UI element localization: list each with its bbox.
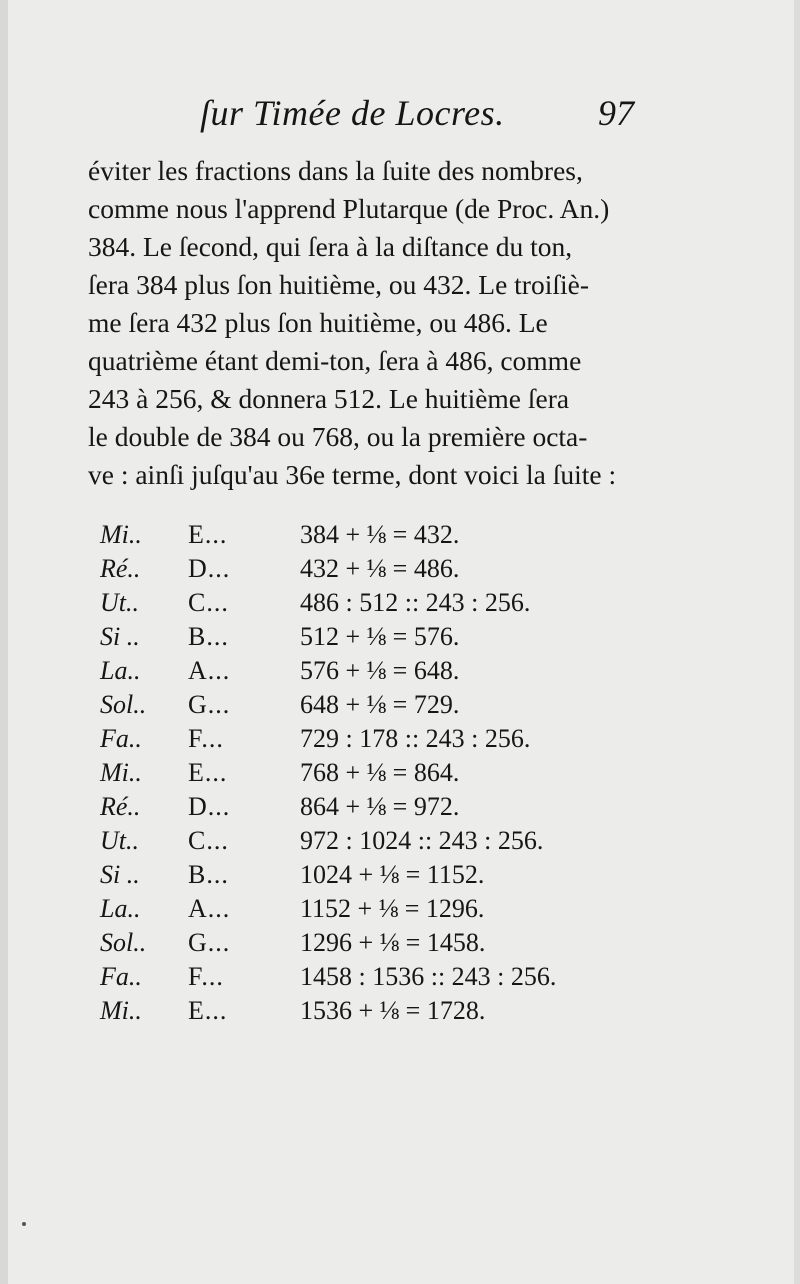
page-edge-left xyxy=(0,0,8,1284)
ratio-expression: 972 : 1024 :: 243 : 256. xyxy=(300,826,544,855)
solfege-note: Sol.. xyxy=(100,690,147,719)
ratio-expression: 1458 : 1536 :: 243 : 256. xyxy=(300,962,557,991)
letter-note: E... xyxy=(188,996,228,1025)
table-row xyxy=(100,554,680,588)
ratio-expression: 864 + ⅛ = 972. xyxy=(300,792,460,821)
ratio-expression: 1024 + ⅛ = 1152. xyxy=(300,860,485,889)
body-line: ſera 384 plus ſon huitième, ou 432. Le troiſiè- xyxy=(88,269,590,300)
body-line: me ſera 432 plus ſon huitième, ou 486. Le xyxy=(88,307,548,338)
running-head: ſur Timée de Locres. xyxy=(200,93,505,133)
solfege-note: Si .. xyxy=(100,860,140,889)
solfege-note: Ré.. xyxy=(100,554,141,583)
table-row xyxy=(100,996,680,1030)
ratio-expression: 768 + ⅛ = 864. xyxy=(300,758,460,787)
table-row xyxy=(100,860,680,894)
body-line: le double de 384 ou 768, ou la première octa- xyxy=(88,421,588,452)
ratio-expression: 1152 + ⅛ = 1296. xyxy=(300,894,485,923)
table-row xyxy=(100,520,680,554)
letter-note: D... xyxy=(188,792,231,821)
solfege-note: Mi.. xyxy=(100,758,142,787)
table-row xyxy=(100,894,680,928)
letter-note: C... xyxy=(188,826,229,855)
table-row xyxy=(100,928,680,962)
ratio-expression: 432 + ⅛ = 486. xyxy=(300,554,460,583)
letter-note: F... xyxy=(188,724,224,753)
body-line: 384. Le ſecond, qui ſera à la diſtance du ton, xyxy=(88,231,573,262)
ratio-expression: 729 : 178 :: 243 : 256. xyxy=(300,724,531,753)
body-line: éviter les fractions dans la ſuite des nombres, xyxy=(88,155,583,186)
letter-note: D... xyxy=(188,554,231,583)
table-row xyxy=(100,588,680,622)
ratio-expression: 384 + ⅛ = 432. xyxy=(300,520,460,549)
ratio-expression: 576 + ⅛ = 648. xyxy=(300,656,460,685)
table-row xyxy=(100,724,680,758)
ratio-expression: 512 + ⅛ = 576. xyxy=(300,622,460,651)
solfege-note: Mi.. xyxy=(100,996,142,1025)
solfege-note: Si .. xyxy=(100,622,140,651)
solfege-note: La.. xyxy=(100,894,141,923)
solfege-note: Ut.. xyxy=(100,826,139,855)
ratio-expression: 486 : 512 :: 243 : 256. xyxy=(300,588,531,617)
body-line: ve : ainſi juſqu'au 36e terme, dont voici la ſuite : xyxy=(88,459,617,490)
ratio-expression: 1296 + ⅛ = 1458. xyxy=(300,928,486,957)
solfege-note: La.. xyxy=(100,656,141,685)
letter-note: E... xyxy=(188,520,228,549)
table-row xyxy=(100,826,680,860)
table-row xyxy=(100,622,680,656)
letter-note: G... xyxy=(188,928,231,957)
table-row xyxy=(100,758,680,792)
solfege-note: Ut.. xyxy=(100,588,139,617)
body-line: comme nous l'apprend Plutarque (de Proc. An.) xyxy=(88,193,610,224)
letter-note: B... xyxy=(188,622,229,651)
letter-note: G... xyxy=(188,690,231,719)
letter-note: E... xyxy=(188,758,228,787)
letter-note: C... xyxy=(188,588,229,617)
solfege-note: Ré.. xyxy=(100,792,141,821)
letter-note: B... xyxy=(188,860,229,889)
table-row xyxy=(100,656,680,690)
body-line: quatrième étant demi-ton, ſera à 486, comme xyxy=(88,345,582,376)
table-row xyxy=(100,962,680,996)
page-edge-right xyxy=(794,0,800,1284)
ratio-expression: 648 + ⅛ = 729. xyxy=(300,690,460,719)
table-row xyxy=(100,690,680,724)
letter-note: F... xyxy=(188,962,224,991)
letter-note: A... xyxy=(188,656,231,685)
page-header xyxy=(0,92,800,142)
body-line: 243 à 256, & donnera 512. Le huitième ſera xyxy=(88,383,570,414)
solfege-note: Sol.. xyxy=(100,928,147,957)
letter-note: A... xyxy=(188,894,231,923)
solfege-note: Mi.. xyxy=(100,520,142,549)
ratio-expression: 1536 + ⅛ = 1728. xyxy=(300,996,486,1025)
table-row xyxy=(100,792,680,826)
page-number: 97 xyxy=(598,93,634,133)
solfege-note: Fa.. xyxy=(100,724,142,753)
solfege-note: Fa.. xyxy=(100,962,142,991)
ink-speck xyxy=(22,1222,26,1226)
